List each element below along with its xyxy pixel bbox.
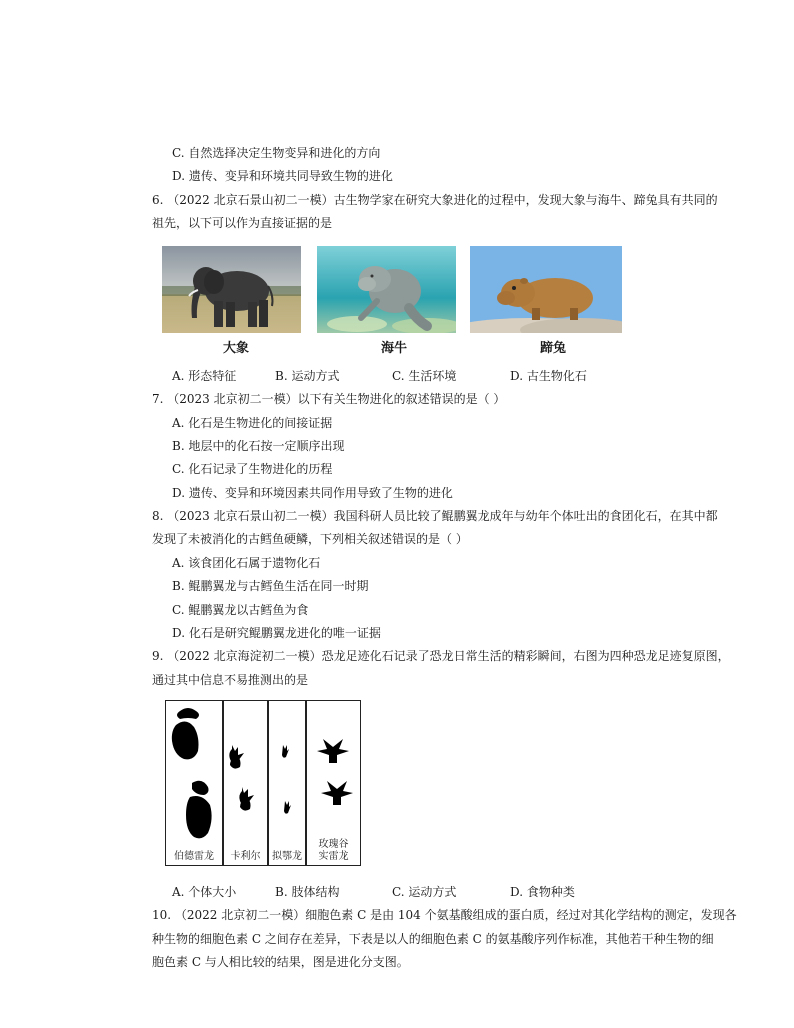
elephant-image xyxy=(162,246,301,333)
q7-option-a: A. 化石是生物进化的间接证据 xyxy=(172,416,333,430)
hyrax-caption: 蹄兔 xyxy=(539,341,566,356)
footprint-label-3: 拟鄂龙 xyxy=(272,851,302,862)
footprint-panel-3 xyxy=(268,700,306,866)
q7-option-c: C. 化石记录了生物进化的历程 xyxy=(172,462,333,476)
q6-option-b: B. 运动方式 xyxy=(275,369,340,383)
q7-option-b: B. 地层中的化石按一定顺序出现 xyxy=(172,439,345,453)
manatee-image xyxy=(317,246,456,333)
q5-option-c: C. 自然选择决定生物变异和进化的方向 xyxy=(172,146,381,160)
q6-option-a: A. 形态特征 xyxy=(172,369,237,383)
elephant-caption: 大象 xyxy=(222,341,249,356)
hyrax-image xyxy=(470,246,622,333)
q7-option-d: D. 遗传、变异和环境因素共同作用导致了生物的进化 xyxy=(172,486,453,500)
q5-option-d: D. 遗传、变异和环境共同导致生物的进化 xyxy=(172,169,393,183)
q8-option-d: D. 化石是研究鲲鹏翼龙进化的唯一证据 xyxy=(172,626,381,640)
q7-stem: 7. （2023 北京初二一模）以下有关生物进化的叙述错误的是（ ） xyxy=(152,392,506,406)
q9-stem-line1: 9. （2022 北京海淀初二一模）恐龙足迹化石记录了恐龙日常生活的精彩瞬间，右图为四种恐龙足迹复原图， xyxy=(152,649,730,663)
q8-option-a: A. 该食团化石属于遗物化石 xyxy=(172,556,321,570)
q9-option-c: C. 运动方式 xyxy=(392,885,457,899)
q8-stem-line1: 8. （2023 北京石景山初二一模）我国科研人员比较了鲲鹏翼龙成年与幼年个体吐出的食团化石，在其中都 xyxy=(152,509,718,523)
q9-stem-line2: 通过其中信息不易推测出的是 xyxy=(152,673,309,687)
footprint-figure xyxy=(165,700,361,866)
q6-stem-line2: 祖先，以下可以作为直接证据的是 xyxy=(152,216,333,230)
q8-stem-line2: 发现了未被消化的古鳕鱼硬鳞，下列相关叙述错误的是（ ） xyxy=(152,532,468,546)
q9-option-a: A. 个体大小 xyxy=(172,885,237,899)
q8-option-b: B. 鲲鹏翼龙与古鳕鱼生活在同一时期 xyxy=(172,579,369,593)
q6-option-d: D. 古生物化石 xyxy=(510,369,587,383)
footprint-label-1: 伯德雷龙 xyxy=(174,851,214,862)
manatee-caption: 海牛 xyxy=(380,341,407,356)
footprint-panel-1 xyxy=(165,700,223,866)
q9-option-b: B. 肢体结构 xyxy=(275,885,340,899)
q10-stem-line1: 10. （2022 北京初二一模）细胞色素 C 是由 104 个氨基酸组成的蛋白质，经过对其化学结构的测定，发现各 xyxy=(152,908,737,922)
q8-option-c: C. 鲲鹏翼龙以古鳕鱼为食 xyxy=(172,603,309,617)
q10-stem-line3: 胞色素 C 与人相比较的结果，图是进化分支图。 xyxy=(152,955,409,969)
footprint-panel-2 xyxy=(223,700,268,866)
footprint-panel-4 xyxy=(306,700,361,866)
q6-option-c: C. 生活环境 xyxy=(392,369,457,383)
q9-option-d: D. 食物种类 xyxy=(510,885,575,899)
footprint-label-4: 玫瑰谷 实雷龙 xyxy=(318,839,349,862)
q6-stem-line1: 6. （2022 北京石景山初二一模）古生物学家在研究大象进化的过程中，发现大象与海牛、蹄兔具有共同的 xyxy=(152,193,718,207)
footprint-label-2: 卡利尔 xyxy=(230,851,261,862)
q10-stem-line2: 种生物的细胞色素 C 之间存在差异，下表是以人的细胞色素 C 的氨基酸序列作标准，其他若干种生物的细 xyxy=(152,932,714,946)
